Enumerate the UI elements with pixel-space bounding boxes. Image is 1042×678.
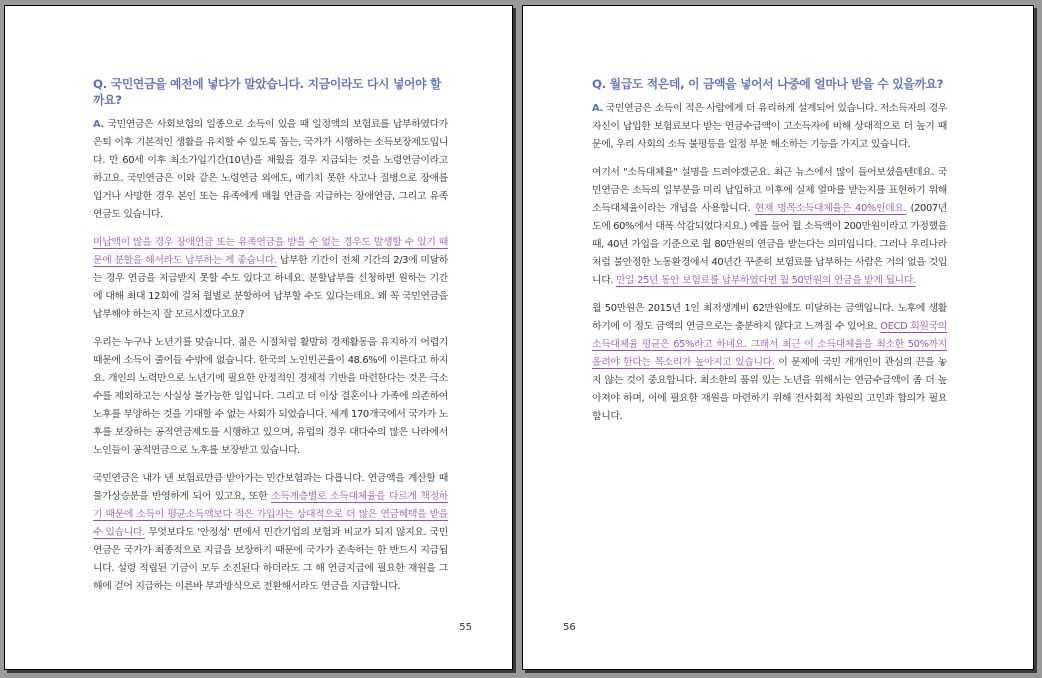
left-answer-paragraph-3: 우리는 누구나 노년기를 맞습니다. 젊은 시절처럼 활발히 경제활동을 유지하기 어렵기 때문에 소득이 줄어들 수밖에 없습니다. 한국의 노인빈곤율이 48.6%에 이른다고 하지요. 개인의 노력만으로 노년기에 필요한 안정적인 경제적 기반을 마련한다는 것은 극소수를 제외하고는 사실상 불가능한 일입니다. 그리고 더 이상 결혼이나 가족에 의존하여 노후를 부양하는 것을 기대할 수 없는 사회가 되었습니다. 세계 170개국에서 국가가 노후를 보장하는 공적연금제도를 시행하고 있으며, 유럽의 경우 대다수의 많은 나라에서 노인들이 공적연금으로 노후를 보장받고 있습니다. <box>93 337 448 456</box>
left-page <box>4 5 513 670</box>
left-question-heading: Q. 국민연금을 예전에 넣다가 말았습니다. 지금이라도 다시 넣어야 할까요? <box>93 77 442 107</box>
left-p2-highlight: 미납액이 많을 경우 장애연금 또는 유족연금을 받을 수 없는 경우도 발생할 수 있기 때문에 분할을 해서라도 납부하는 게 좋습니다. <box>93 237 448 266</box>
right-p3-text-b: 이 문제에 국민 개개인이 관심의 끈을 놓지 않는 것이 중요합니다. 최소한의 품위 있는 노년을 위해서는 연금수급액이 좀 더 높아져야 하며, 이에 필요한 재원을 마련하기 위해 전사회적 차원의 고민과 합의가 필요합니다. <box>592 357 947 422</box>
right-page <box>522 5 1034 670</box>
right-answer-paragraph-3 <box>592 300 947 426</box>
left-answer-paragraph-2 <box>93 234 448 324</box>
left-p1-text: 국민연금은 사회보험의 일종으로 소득이 있을 때 일정액의 보험료를 납부하였다가 은퇴 이후 기본적인 생활을 유지할 수 있도록 돕는, 국가가 시행하는 소득보장제도입니다. 만 60세 이후 최소가입기간(10년)을 채웠을 경우 지급되는 것을 노령연금이라고 하고요. 국민연금은 이와 같은 노령연금 외에도, 예기치 못한 사고나 질병으로 장애를 입거나 사망한 경우 본인 또는 유족에게 매월 연금을 지급하는 장애연금, 그리고 유족연금도 있습니다. <box>93 119 448 220</box>
right-p2-highlight-2: 만일 25년 동안 보험료를 납부하였다면 월 50만원의 연금을 받게 됩니다. <box>615 275 916 286</box>
left-page-number: 55 <box>459 622 472 633</box>
right-question-heading: Q. 월급도 적은데, 이 금액을 넣어서 나중에 얼마나 받을 수 있을까요? <box>592 77 944 91</box>
right-page-number: 56 <box>563 622 576 633</box>
left-p4-text-a: 국민연금은 내가 낸 보험료만큼 받아가는 민간보험과는 다릅니다. 연금액을 계산할 때 물가상승분을 반영하게 되어 있고요, 또한 <box>93 473 448 502</box>
left-p4-text-b: 무엇보다도 '안정성' 면에서 민간기업의 보험과 비교가 되지 않지요. 국민연금은 국가가 최종적으로 지급을 보장하기 때문에 국가가 존속하는 한 반드시 지급됩니다. 설령 적립된 기금이 모두 소진된다 하더라도 그 해 연금지급에 필요한 재원을 그 해에 걷어 지급하는 이른바 부과방식으로 전환해서라도 연금을 지급합니다. <box>93 527 449 592</box>
left-page-content <box>93 76 448 606</box>
right-p3-text-a: 월 50만원은 2015년 1인 최저생계비 62만원에도 미달하는 금액입니다. 노후에 생활하기에 이 정도 금액의 연금으로는 충분하지 않다고 느껴질 수 있어요. <box>592 303 947 332</box>
left-answer-paragraph-1 <box>93 116 448 224</box>
right-p2-text-a: 여기서 "소득대체율" 설명을 드려야겠군요. 최근 뉴스에서 많이 들어보셨을텐데요. 국민연금은 소득의 일부분을 미리 납입하고 이후에 실제 얼마를 받는지를 표현하기 위해 소득대체율이라는 개념을 사용합니다. <box>592 167 947 214</box>
answer-marker: A. <box>93 119 104 130</box>
right-answer-paragraph-2 <box>592 164 947 290</box>
right-p1-text: 국민연금은 소득이 적은 사람에게 더 유리하게 설계되어 있습니다. 저소득자의 경우 자신이 납입한 보험료보다 받는 연금수급액이 고소득자에 비해 상대적으로 더 높기 때문에, 우리 사회의 소득 불평등을 일정 부분 해소하는 기능을 가지고 있습니다. <box>592 103 947 150</box>
right-p2-highlight-1: 현재 명목소득대체율은 40%인데요. <box>754 203 907 214</box>
left-answer-paragraph-4 <box>93 470 448 596</box>
right-p2-text-b: (2007년도에 60%에서 대폭 삭감되었다지요.) 예를 들어 월 소득액이 200만원이라고 가정했을 때, 40년 가입을 기준으로 월 80만원의 연금을 받는다는 의미입니다. 그러나 우리나라처럼 불안정한 노동환경에서 40년간 꾸준히 보험료를 납부하는 사람은 거의 없을 것입니다. <box>592 203 948 286</box>
right-answer-paragraph-1 <box>592 100 947 154</box>
left-p4-highlight: 소득계층별로 소득대체율을 다르게 책정하기 때문에 소득이 평균소득액보다 적은 가입자는 상대적으로 더 많은 연금혜택을 받을 수 있습니다. <box>93 491 448 538</box>
right-page-content <box>592 76 947 436</box>
left-p2-text: 납부한 기간이 전체 기간의 2/3에 미달하는 경우 연금을 지급받지 못할 수도 있다고 하네요. 분할납부를 신청하면 원하는 기간에 대해 최대 12회에 걸쳐 월별로 분할하여 납부할 수도 있다는데요. 왜 꼭 국민연금을 납부해야 하는지 잘 모르시겠다고요? <box>93 255 448 320</box>
right-p3-highlight: OECD 회원국의 소득대체율 평균은 65%라고 하네요. 그래서 최근 이 소득대체율을 최소한 50%까지 올려야 한다는 목소리가 높아지고 있습니다. <box>592 321 947 368</box>
answer-marker: A. <box>592 103 603 114</box>
